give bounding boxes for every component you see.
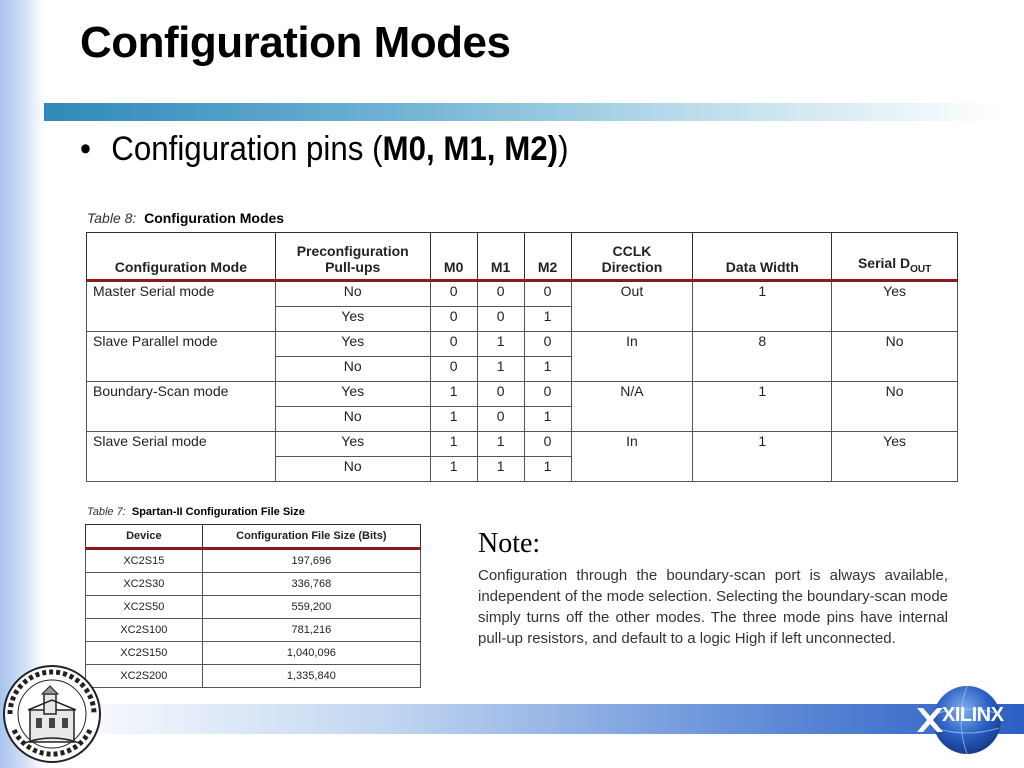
cell-m2: 0 (524, 382, 571, 407)
cell-m2: 1 (524, 457, 571, 482)
header-configuration-mode: Configuration Mode (87, 233, 276, 281)
cell-device: XC2S150 (86, 642, 203, 665)
configuration-file-size-table (85, 524, 421, 688)
cell-width: 8 (693, 332, 832, 382)
header-data-width: Data Width (693, 233, 832, 281)
cell-size: 1,040,096 (202, 642, 420, 665)
cell-m2: 1 (524, 357, 571, 382)
table8-caption (87, 210, 284, 226)
cell-m1: 1 (477, 432, 524, 457)
left-gradient-strip (0, 0, 44, 768)
cell-width: 1 (693, 281, 832, 332)
cell-cclk: Out (571, 281, 693, 332)
cell-m1: 0 (477, 382, 524, 407)
cell-m0: 1 (430, 457, 477, 482)
cell-mode: Master Serial mode (87, 281, 276, 332)
footer-gradient-bar (44, 704, 1024, 734)
header-cclk-direction: CCLK Direction (571, 233, 693, 281)
table-row (87, 332, 958, 357)
table8-caption-title: Configuration Modes (144, 210, 285, 226)
cell-m1: 1 (477, 457, 524, 482)
cell-dout: No (832, 382, 958, 432)
cell-size: 197,696 (202, 549, 420, 573)
header-device: Device (86, 525, 203, 549)
cell-m2: 1 (524, 407, 571, 432)
header-serial-dout: Serial $D_{OUT}$ (832, 233, 958, 281)
table7-caption (87, 506, 305, 518)
cell-m2: 1 (524, 307, 571, 332)
table-row (86, 642, 421, 665)
cell-m0: 1 (430, 432, 477, 457)
cell-m2: 0 (524, 281, 571, 307)
cell-size: 559,200 (202, 596, 420, 619)
header-file-size: Configuration File Size (Bits) (202, 525, 420, 549)
cell-size: 781,216 (202, 619, 420, 642)
cell-pullups: No (275, 281, 430, 307)
title-underline-bar (44, 103, 1004, 121)
table-row (87, 281, 958, 307)
cell-device: XC2S200 (86, 665, 203, 688)
note-text: Configuration through the boundary-scan port is always available, independent of the mode selection. Selecting the boundary-scan mode simply turns off the other modes. The three mode pins have internal pull-up resistors, and default to a logic High if left unconnected. (478, 567, 948, 647)
cell-device: XC2S30 (86, 573, 203, 596)
table7-caption-label: Table 7: (87, 506, 126, 518)
cell-m2: 0 (524, 432, 571, 457)
table-header-row (86, 525, 421, 549)
header-preconfiguration-pullups: Preconfiguration Pull-ups (275, 233, 430, 281)
cell-pullups: Yes (275, 307, 430, 332)
cell-dout: Yes (832, 432, 958, 482)
cell-width: 1 (693, 432, 832, 482)
table-header-row (87, 233, 958, 281)
header-m1: M1 (477, 233, 524, 281)
cell-m1: 0 (477, 407, 524, 432)
cell-pullups: Yes (275, 432, 430, 457)
configuration-modes-table (86, 232, 958, 482)
table-row (86, 619, 421, 642)
table7-caption-title: Spartan-II Configuration File Size (131, 506, 305, 518)
bullet-suffix: ) (558, 130, 569, 168)
cell-m1: 1 (477, 332, 524, 357)
cell-pullups: No (275, 357, 430, 382)
table-row (86, 549, 421, 573)
cell-pullups: Yes (275, 382, 430, 407)
cell-cclk: In (571, 332, 693, 382)
cell-m0: 0 (430, 332, 477, 357)
cell-m1: 0 (477, 281, 524, 307)
cell-m2: 0 (524, 332, 571, 357)
cell-device: XC2S100 (86, 619, 203, 642)
cell-device: XC2S50 (86, 596, 203, 619)
cell-mode: Boundary-Scan mode (87, 382, 276, 432)
bullet-pins: M0, M1, M2) (382, 130, 559, 168)
cell-pullups: No (275, 457, 430, 482)
header-m2: M2 (524, 233, 571, 281)
bullet-dot: • (80, 130, 91, 168)
cell-mode: Slave Parallel mode (87, 332, 276, 382)
bullet-configuration-pins (80, 130, 568, 169)
cell-size: 336,768 (202, 573, 420, 596)
cell-cclk: N/A (571, 382, 693, 432)
cell-m1: 1 (477, 357, 524, 382)
cell-m0: 0 (430, 307, 477, 332)
cell-device: XC2S15 (86, 549, 203, 573)
table-row (87, 382, 958, 407)
cell-dout: Yes (832, 281, 958, 332)
cell-size: 1,335,840 (202, 665, 420, 688)
cell-dout: No (832, 332, 958, 382)
table-row (86, 596, 421, 619)
slide-title: Configuration Modes (80, 18, 511, 67)
cell-width: 1 (693, 382, 832, 432)
xilinx-brand-text: XILINX (942, 704, 1004, 726)
cell-m0: 0 (430, 281, 477, 307)
table-row (86, 665, 421, 688)
table8-caption-label: Table 8: (87, 210, 137, 226)
header-m0: M0 (430, 233, 477, 281)
table-row (86, 573, 421, 596)
bullet-prefix: Configuration pins ( (111, 130, 383, 168)
note-label: Note: (478, 528, 541, 559)
cell-cclk: In (571, 432, 693, 482)
cell-m0: 1 (430, 407, 477, 432)
cell-mode: Slave Serial mode (87, 432, 276, 482)
table-row (87, 432, 958, 457)
cell-pullups: Yes (275, 332, 430, 357)
cell-m1: 0 (477, 307, 524, 332)
cell-pullups: No (275, 407, 430, 432)
cell-m0: 1 (430, 382, 477, 407)
cell-m0: 0 (430, 357, 477, 382)
university-seal-icon (0, 660, 105, 765)
